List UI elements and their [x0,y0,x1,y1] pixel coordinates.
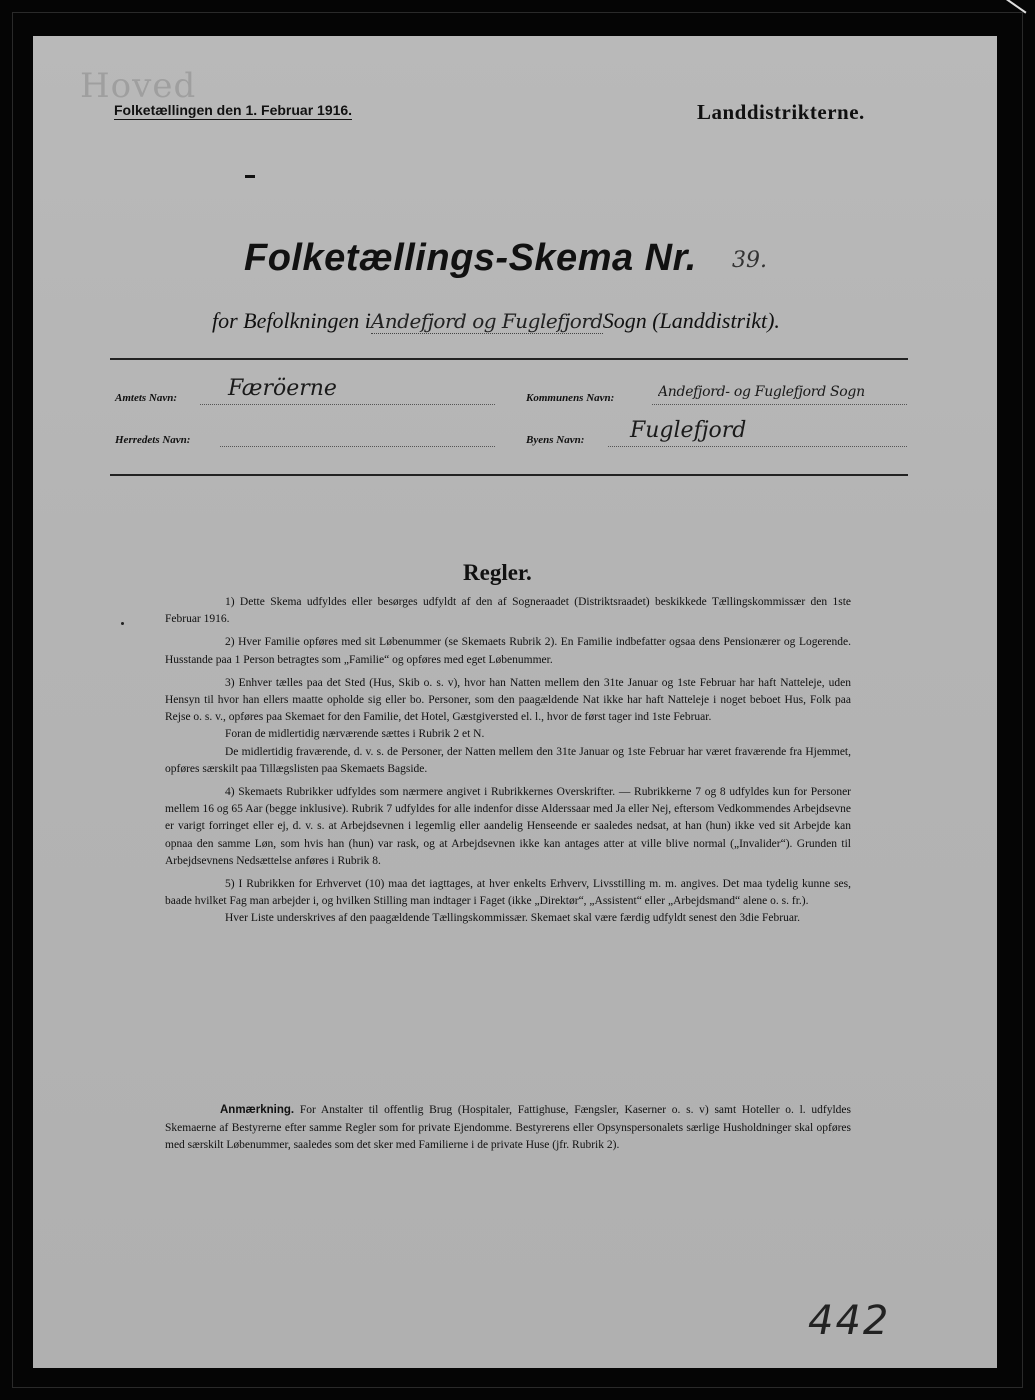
kommune-value: Andefjord- og Fuglefjord Sogn [658,384,865,400]
rule-3-note-absent: De midlertidig fraværende, d. v. s. de Personer, der Natten mellem den 31te Januar og 1ste Februar har været fraværende fra Hjemmet, opføres særskilt paa Tillægslisten paa Skemaets Bagside. [165,745,851,775]
bleed-through-text: Hoved [80,66,197,106]
rule-3-note-present: Foran de midlertidig nærværende sættes i Rubrik 2 et N. [225,728,485,741]
rules-body [165,594,851,934]
paper-speck [121,622,124,625]
rule-5: 5) I Rubrikken for Erhvervet (10) maa det iagttages, at hver enkelts Erhverv, Livsstilling m. m. angives. Det maa tydelig kunne ses, baade hvilket Fag man arbejder i, og hvilken Stilling man indtager i Faget (ikke „Direktør“, „Assistent“ eller „Arbejdsmand“ alene o. s. fr.). [165,878,851,908]
form-title: Folketællings-Skema Nr. [244,237,697,279]
amt-label: Amtets Navn: [115,392,178,404]
by-value: Fuglefjord [630,418,747,443]
rule-signature: Hver Liste underskrives af den paagældende Tællingskommissær. Skemaet skal være færdig udfyldt senest den 3die Februar. [225,912,800,925]
rule-3: 3) Enhver tælles paa det Sted (Hus, Skib o. s. v), hvor han Natten mellem den 31te Januar og 1ste Februar har haft Natteleje, uden Hensyn til hvor han ellers maatte opholde sig eller bo. Personer, som den paagældende Nat ikke har haft Natteleje i noget beboet Hus, Folk paa Rejse o. s. v., opføres paa Skemaet for den Familie, det Hotel, Gæstgiversted el. l., hvor de først tager ind 1ste Februar. [165,676,851,724]
remark-section [165,1102,851,1155]
kommune-label: Kommunens Navn: [526,392,615,404]
district-type-header: Landdistrikterne. [697,100,865,124]
form-number: 39. [732,248,767,273]
divider-bottom [110,474,908,476]
herred-label: Herredets Navn: [115,434,191,446]
remark-text: For Anstalter til offentlig Brug (Hospitaler, Fattighuse, Fængsler, Kaserner o. s. v) samt Hoteller o. l. udfyldes Skemaerne af Bestyrerne efter samme Regler som for private Ejendomme. Bestyrerens eller Opsynspersonalets særlige Husholdninger skal opføres med særskilt Løbenummer, saaledes som det sker med Familierne i de private Huse (jfr. Rubrik 2). [165,1104,852,1152]
census-date-header: Folketællingen den 1. Februar 1916. [114,102,353,118]
remark-paragraph [165,1102,851,1155]
parish-handwritten: Andefjord og Fuglefjord [370,309,603,333]
divider-top [110,358,908,360]
rule-1: 1) Dette Skema udfyldes eller besørges udfyldt af den af Sogneraadet (Distriktsraadet) beskikkede Tællingskommissær den 1ste Februar 1916. [165,596,851,626]
amt-value: Færöerne [228,376,337,401]
by-label: Byens Navn: [526,434,585,446]
by-dotted-line [608,446,907,447]
kommune-dotted-line [652,404,907,405]
subtitle-suffix: Sogn (Landdistrikt). [602,308,780,333]
form-subtitle [212,308,780,334]
rule-2: 2) Hver Familie opføres med sit Løbenummer (se Skemaets Rubrik 2). En Familie indbefatter ogsaa dens Pensionærer og Logerende. Husstande paa 1 Person betragtes som „Familie“ og opføres med eget Løbenummer. [165,636,851,666]
handwritten-page-number: 442 [808,1298,891,1344]
herred-dotted-line [220,446,495,447]
subtitle-prefix: for Befolkningen i [212,308,371,333]
rule-4: 4) Skemaets Rubrikker udfyldes som nærmere angivet i Rubrikkernes Overskrifter. — Rubrikkerne 7 og 8 udfyldes kun for Personer mellem 16 og 65 Aar (begge inklusive). Rubrik 7 udfyldes for alle indenfor disse Alderssaar med Ja eller Nej, eftersom Vedkommendes Arbejdsevne er varigt forringet eller ej, d. v. s. at Arbejdsevnen i legemlig eller aandelig Henseende er saaledes nedsat, at han (hun) ikke ved sit Arbejde kan opnaa den samme Løn, som hvis han (hun) var rask, og at Arbejdsevnen ikke kan antages atter at ville blive normal („Invalider“). Grunden til Arbejdsevnens Nedsættelse anføres i Rubrik 8. [165,786,851,867]
dash-mark [245,175,255,178]
rules-heading: Regler. [463,560,532,585]
remark-label: Anmærkning. [220,1104,295,1116]
amt-dotted-line [200,404,495,405]
